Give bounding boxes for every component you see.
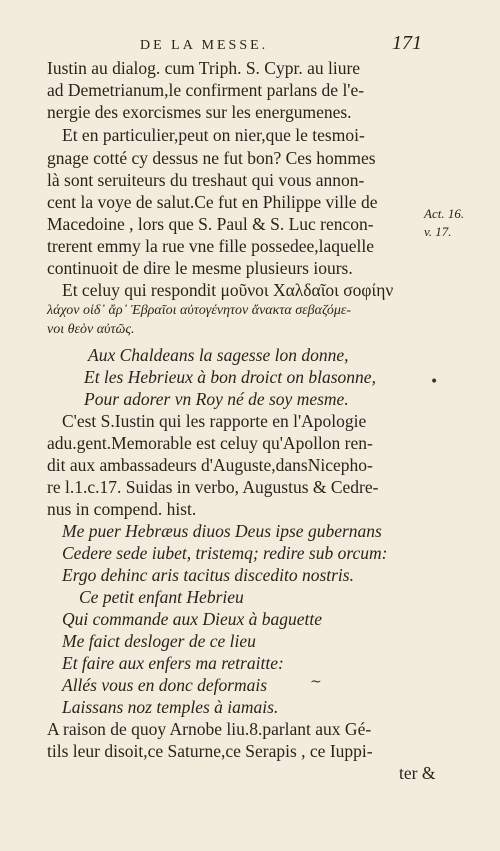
text-line: ad Demetrianum,le confirment parlans de l'e-	[47, 80, 365, 100]
greek-line: νοι θεὸν αὐτῶς.	[47, 322, 135, 337]
verse-line: Cedere sede iubet, tristemq; redire sub orcum:	[62, 543, 388, 563]
text-line: continuoit de dire le mesme plusieurs iours.	[47, 258, 353, 278]
text-line: C'est S.Iustin qui les rapporte en l'Apologie	[62, 411, 367, 431]
text-line: A raison de quoy Arnobe liu.8.parlant aux Gé-	[47, 719, 372, 739]
running-title: DE LA MESSE.	[140, 38, 269, 53]
verse-line: Ce petit enfant Hebrieu	[79, 587, 244, 607]
verse-line: Et les Hebrieux à bon droict on blasonne,	[84, 367, 376, 387]
text-line: Et celuy qui respondit μοῦνοι Χαλδαῖοι σοφίην	[62, 280, 394, 300]
page-number: 171	[392, 32, 422, 54]
verse-line: Qui commande aux Dieux à baguette	[62, 609, 322, 629]
verse-line: Aux Chaldeans la sagesse lon donne,	[88, 345, 349, 365]
catchword: ter &	[399, 763, 436, 783]
verse-line: Et faire aux enfers ma retraitte:	[62, 653, 284, 673]
greek-line: λάχον οἱδ᾽ ἄρ᾽ Ἑβραῖοι αὐτογένητον ἄνακτα σεβαζόμε-	[47, 303, 352, 318]
text-line: là sont seruiteurs du treshaut qui vous annon-	[47, 170, 365, 190]
text-line: cent la voye de salut.Ce fut en Philippe ville de	[47, 192, 378, 212]
verse-line: Ergo dehinc aris tacitus discedito nostris.	[62, 565, 354, 585]
ink-mark: ~	[310, 674, 322, 690]
text-line: dit aux ambassadeurs d'Auguste,dansNicepho-	[47, 455, 373, 475]
verse-line: Pour adorer vn Roy né de soy mesme.	[84, 389, 349, 409]
text-line: tils leur disoit,ce Saturne,ce Serapis , ce Iuppi-	[47, 741, 373, 761]
ink-mark: •	[430, 374, 439, 390]
margin-note-2: v. 17.	[424, 224, 452, 239]
text-line: nergie des exorcismes sur les energumenes.	[47, 102, 352, 122]
text-line: trerent emmy la rue vne fille possedee,laquelle	[47, 236, 375, 256]
verse-line: Laissans noz temples à iamais.	[62, 697, 279, 717]
text-line: gnage cotté cy dessus ne fut bon? Ces hommes	[47, 148, 376, 168]
text-line: re l.1.c.17. Suidas in verbo, Augustus & Cedre-	[47, 477, 379, 497]
margin-note-1: Act. 16.	[424, 206, 465, 221]
text-line: Iustin au dialog. cum Triph. S. Cypr. au liure	[47, 58, 361, 78]
verse-line: Allés vous en donc deformais	[62, 675, 268, 695]
text-line: nus in compend. hist.	[47, 499, 197, 519]
text-line: Macedoine , lors que S. Paul & S. Luc rencon-	[47, 214, 374, 234]
verse-line: Me puer Hebræus diuos Deus ipse gubernans	[62, 521, 382, 541]
text-line: Et en particulier,peut on nier,que le tesmoi-	[62, 125, 365, 145]
text-line: adu.gent.Memorable est celuy qu'Apollon ren-	[47, 433, 373, 453]
verse-line: Me faict desloger de ce lieu	[62, 631, 256, 651]
